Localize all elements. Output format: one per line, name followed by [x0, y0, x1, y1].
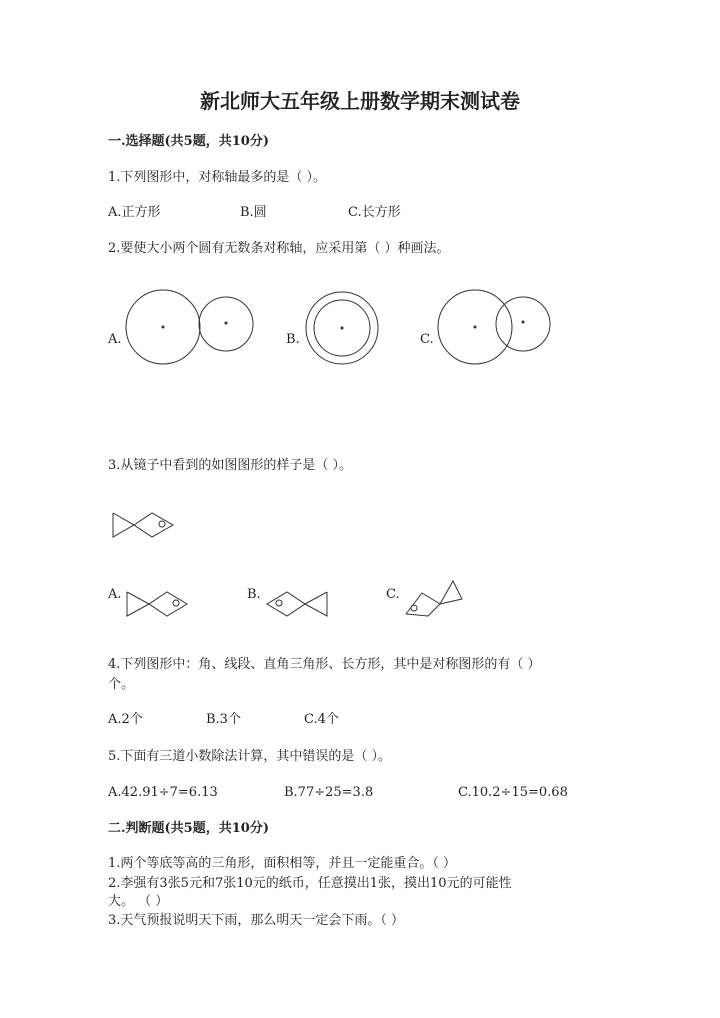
q3-option-c: C.	[386, 587, 400, 602]
q5-option-b: B.77÷25=3.8	[284, 785, 374, 800]
q5-option-a: A.42.91÷7=6.13	[108, 785, 218, 800]
page-title: 新北师大五年级上册数学期末测试卷	[200, 89, 520, 113]
question-5-text: 5.下面有三道小数除法计算，其中错误的是（ ）。	[108, 749, 392, 764]
q2-option-c: C.	[420, 332, 434, 347]
judge-question-1: 1.两个等底等高的三角形，面积相等，并且一定能重合。（ ）	[108, 856, 457, 871]
question-1-text: 1.下列图形中，对称轴最多的是（ ）。	[108, 170, 327, 185]
q1-option-c: C.长方形	[348, 205, 401, 220]
question-4-text-line1: 4.下列图形中：角、线段、直角三角形、长方形，其中是对称图形的有（ ）	[108, 657, 541, 672]
q4-option-b: B.3个	[206, 712, 241, 727]
q3-original-fish	[113, 513, 173, 537]
section1-heading: 一.选择题(共5题，共10分)	[108, 134, 269, 149]
section2-heading: 二.判断题(共5题，共10分)	[108, 821, 269, 836]
judge-question-2-line2: 大。 （ ）	[108, 894, 169, 909]
question-4-text-line2: 个。	[108, 677, 135, 692]
q3-option-b-fish	[267, 592, 327, 616]
q4-option-a: A.2个	[108, 712, 143, 727]
q2-option-a: A.	[108, 332, 122, 347]
q3-option-b: B.	[247, 587, 261, 602]
q3-option-a-fish	[127, 592, 187, 616]
question-2-text: 2.要使大小两个圆有无数条对称轴，应采用第（ ）种画法。	[108, 241, 450, 256]
q3-option-a: A.	[108, 587, 122, 602]
question-3-text: 3.从镜子中看到的如图图形的样子是（ ）。	[108, 458, 353, 473]
q1-option-a: A.正方形	[108, 205, 161, 220]
q5-option-c: C.10.2÷15=0.68	[458, 785, 568, 800]
q2-option-b: B.	[286, 332, 300, 347]
q4-option-c: C.4个	[304, 712, 339, 727]
judge-question-3: 3.天气预报说明天下雨，那么明天一定会下雨。（ ）	[108, 913, 405, 928]
q3-option-c-fish	[406, 581, 462, 616]
q1-option-b: B.圆	[240, 205, 267, 220]
judge-question-2-line1: 2.李强有3张5元和7张10元的纸币，任意摸出1张，摸出10元的可能性	[108, 876, 512, 891]
